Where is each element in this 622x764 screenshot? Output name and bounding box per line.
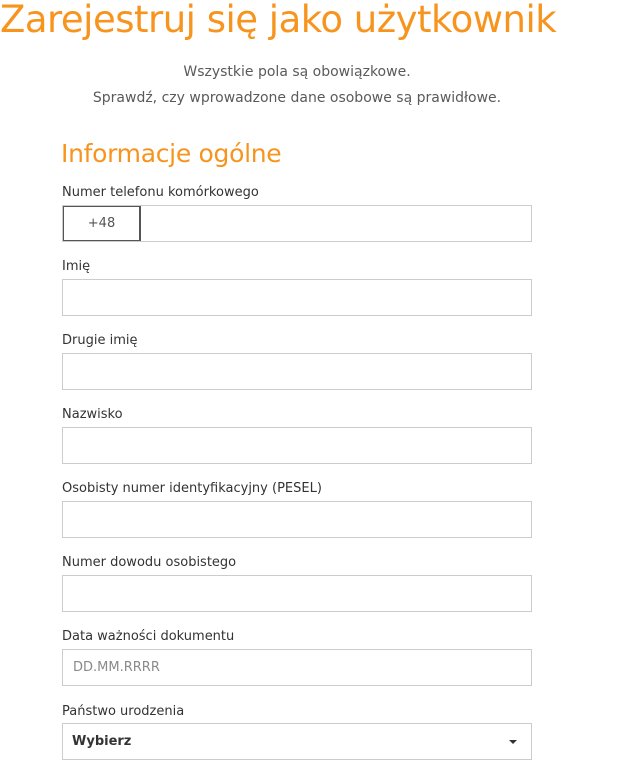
pesel-input[interactable] bbox=[63, 502, 531, 537]
first-name-field bbox=[62, 279, 532, 316]
pesel-field bbox=[62, 501, 532, 538]
phone-prefix[interactable]: +48 bbox=[63, 206, 141, 241]
pesel-label: Osobisty numer identyfikacyjny (PESEL) bbox=[62, 481, 322, 496]
doc-expiry-input[interactable] bbox=[63, 650, 531, 685]
id-number-input[interactable] bbox=[63, 576, 531, 611]
doc-expiry-field bbox=[62, 649, 532, 686]
birth-country-select[interactable] bbox=[62, 723, 532, 760]
birth-country-selected: Wybierz bbox=[72, 734, 132, 749]
middle-name-label: Drugie imię bbox=[62, 333, 138, 348]
page-title: Zarejestruj się jako użytkownik bbox=[0, 0, 557, 41]
subtitle-verify-info: Sprawdź, czy wprowadzone dane osobowe są prawidłowe. bbox=[92, 90, 502, 106]
caret-down-icon bbox=[509, 740, 517, 744]
first-name-input[interactable] bbox=[63, 280, 531, 315]
last-name-input[interactable] bbox=[63, 428, 531, 463]
phone-input[interactable] bbox=[141, 206, 531, 241]
last-name-field bbox=[62, 427, 532, 464]
birth-country-label: Państwo urodzenia bbox=[62, 704, 185, 719]
middle-name-input[interactable] bbox=[63, 354, 531, 389]
first-name-label: Imię bbox=[62, 259, 91, 274]
section-title: Informacje ogólne bbox=[61, 139, 282, 168]
last-name-label: Nazwisko bbox=[62, 407, 123, 422]
subtitle-required-info: Wszystkie pola są obowiązkowe. bbox=[183, 64, 411, 80]
id-number-field bbox=[62, 575, 532, 612]
phone-label: Numer telefonu komórkowego bbox=[62, 185, 259, 200]
doc-expiry-label: Data ważności dokumentu bbox=[62, 629, 235, 644]
id-number-label: Numer dowodu osobistego bbox=[62, 555, 237, 570]
middle-name-field bbox=[62, 353, 532, 390]
phone-field bbox=[62, 205, 532, 242]
